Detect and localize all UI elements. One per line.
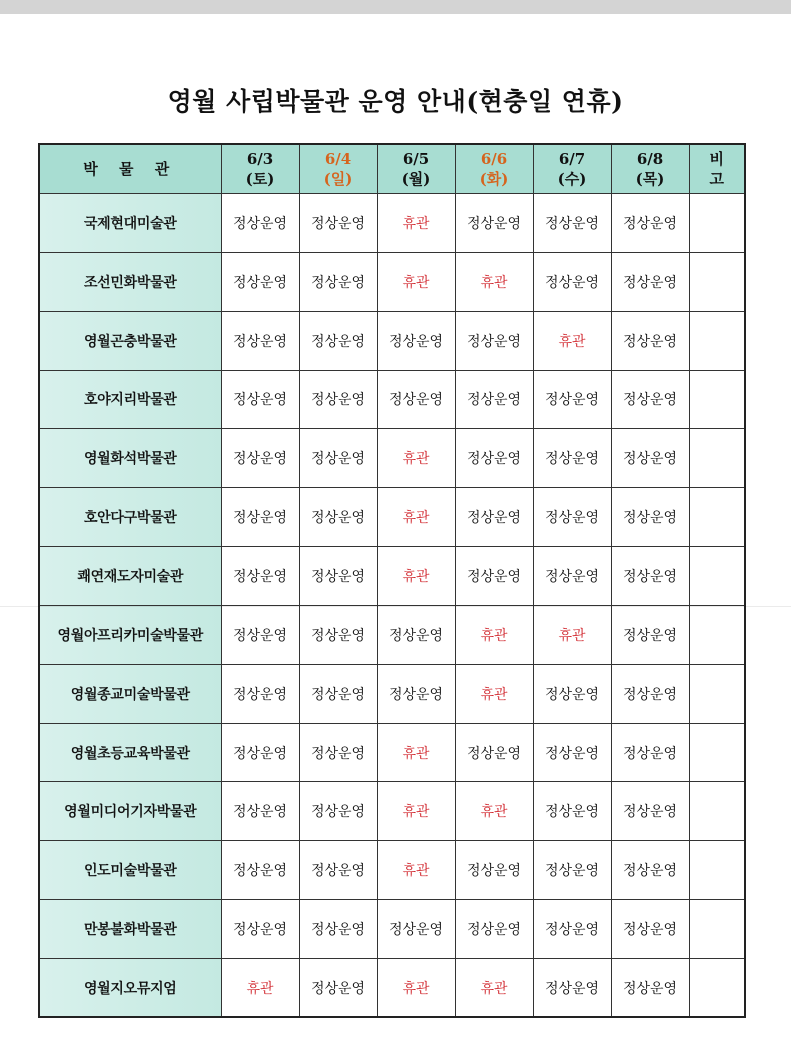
status-cell: 정상운영: [221, 370, 299, 429]
status-cell: 정상운영: [221, 664, 299, 723]
status-cell: 정상운영: [455, 547, 533, 606]
museum-name: 영월종교미술박물관: [39, 664, 221, 723]
header-weekday: (일): [323, 170, 353, 188]
table-row: [39, 429, 745, 488]
note-cell: [689, 782, 745, 841]
status-cell: 휴관: [377, 547, 455, 606]
status-cell: 정상운영: [611, 429, 689, 488]
status-cell: 정상운영: [611, 311, 689, 370]
status-cell: 정상운영: [611, 723, 689, 782]
status-cell: 정상운영: [299, 841, 377, 900]
status-cell: 정상운영: [299, 311, 377, 370]
status-cell: 정상운영: [221, 547, 299, 606]
status-cell: 정상운영: [377, 605, 455, 664]
header-date: 6/3: [246, 150, 274, 168]
museum-name: 인도미술박물관: [39, 841, 221, 900]
status-cell: 정상운영: [611, 841, 689, 900]
status-cell: 정상운영: [455, 311, 533, 370]
status-cell: 정상운영: [299, 252, 377, 311]
status-cell: 정상운영: [533, 900, 611, 959]
museum-name: 영월미디어기자박물관: [39, 782, 221, 841]
status-cell: 정상운영: [377, 311, 455, 370]
status-cell: 정상운영: [377, 900, 455, 959]
status-cell: 정상운영: [455, 841, 533, 900]
status-cell: 휴관: [377, 488, 455, 547]
note-cell: [689, 664, 745, 723]
table-row: [39, 547, 745, 606]
header-note-line2: 고: [709, 170, 724, 188]
status-cell: 휴관: [455, 782, 533, 841]
table-row: [39, 311, 745, 370]
museum-name: 만봉불화박물관: [39, 900, 221, 959]
status-cell: 정상운영: [611, 547, 689, 606]
status-cell: 정상운영: [611, 664, 689, 723]
status-cell: 정상운영: [221, 311, 299, 370]
note-cell: [689, 311, 745, 370]
status-cell: 정상운영: [611, 900, 689, 959]
status-cell: 정상운영: [533, 488, 611, 547]
header-weekday: (목): [635, 170, 665, 188]
status-cell: 정상운영: [221, 841, 299, 900]
header-day: [533, 144, 611, 194]
status-cell: 정상운영: [221, 605, 299, 664]
status-cell: 정상운영: [299, 605, 377, 664]
note-cell: [689, 370, 745, 429]
note-cell: [689, 841, 745, 900]
status-cell: 정상운영: [533, 194, 611, 253]
status-cell: 정상운영: [299, 958, 377, 1017]
table-row: [39, 605, 745, 664]
header-note-line1: 비: [709, 150, 724, 168]
museum-name: 쾌연재도자미술관: [39, 547, 221, 606]
status-cell: 정상운영: [221, 723, 299, 782]
museum-name: 조선민화박물관: [39, 252, 221, 311]
status-cell: 정상운영: [299, 547, 377, 606]
note-cell: [689, 252, 745, 311]
status-cell: 정상운영: [299, 488, 377, 547]
header-date: 6/7: [558, 150, 586, 168]
header-date: 6/4: [324, 150, 352, 168]
status-cell: 정상운영: [611, 194, 689, 253]
header-day: [221, 144, 299, 194]
status-cell: 정상운영: [611, 782, 689, 841]
note-cell: [689, 488, 745, 547]
header-row: [39, 144, 745, 194]
status-cell: 정상운영: [455, 723, 533, 782]
status-cell: 정상운영: [611, 488, 689, 547]
status-cell: 휴관: [377, 252, 455, 311]
table-row: [39, 488, 745, 547]
note-cell: [689, 429, 745, 488]
status-cell: 정상운영: [533, 547, 611, 606]
status-cell: 휴관: [221, 958, 299, 1017]
header-day: [377, 144, 455, 194]
table-row: [39, 782, 745, 841]
header-note: [689, 144, 745, 194]
status-cell: 휴관: [533, 605, 611, 664]
note-cell: [689, 547, 745, 606]
status-cell: 정상운영: [533, 782, 611, 841]
page-title: 영월 사립박물관 운영 안내(현충일 연휴): [167, 87, 624, 116]
note-cell: [689, 605, 745, 664]
status-cell: 정상운영: [455, 488, 533, 547]
table-row: [39, 958, 745, 1017]
status-cell: 정상운영: [533, 252, 611, 311]
status-cell: 휴관: [377, 782, 455, 841]
status-cell: 정상운영: [221, 252, 299, 311]
note-cell: [689, 194, 745, 253]
status-cell: 휴관: [377, 194, 455, 253]
note-cell: [689, 958, 745, 1017]
status-cell: 정상운영: [533, 370, 611, 429]
note-cell: [689, 900, 745, 959]
museum-name: 영월초등교육박물관: [39, 723, 221, 782]
status-cell: 정상운영: [455, 900, 533, 959]
status-cell: 정상운영: [377, 664, 455, 723]
status-cell: 정상운영: [455, 370, 533, 429]
museum-schedule-table: [38, 143, 746, 1018]
header-weekday: (토): [245, 170, 275, 188]
status-cell: 정상운영: [221, 488, 299, 547]
table-row: [39, 194, 745, 253]
table-row: [39, 723, 745, 782]
museum-name: 영월지오뮤지엄: [39, 958, 221, 1017]
status-cell: 정상운영: [299, 723, 377, 782]
table-row: [39, 252, 745, 311]
status-cell: 정상운영: [221, 194, 299, 253]
header-date: 6/5: [402, 150, 430, 168]
table-row: [39, 664, 745, 723]
status-cell: 휴관: [377, 723, 455, 782]
header-museum: [39, 144, 221, 194]
status-cell: 정상운영: [221, 782, 299, 841]
status-cell: 휴관: [455, 958, 533, 1017]
status-cell: 휴관: [455, 252, 533, 311]
scan-fold-line: [0, 606, 791, 607]
status-cell: 정상운영: [377, 370, 455, 429]
status-cell: 정상운영: [299, 782, 377, 841]
museum-name: 호안다구박물관: [39, 488, 221, 547]
status-cell: 정상운영: [299, 664, 377, 723]
table-row: [39, 900, 745, 959]
header-day: [299, 144, 377, 194]
status-cell: 휴관: [377, 429, 455, 488]
note-cell: [689, 723, 745, 782]
table-row: [39, 841, 745, 900]
museum-name: 영월화석박물관: [39, 429, 221, 488]
scan-edge-bar: [0, 0, 791, 14]
status-cell: 정상운영: [611, 252, 689, 311]
status-cell: 정상운영: [299, 429, 377, 488]
header-weekday: (월): [401, 170, 431, 188]
header-date: 6/8: [636, 150, 664, 168]
status-cell: 정상운영: [221, 900, 299, 959]
status-cell: 정상운영: [533, 723, 611, 782]
status-cell: 휴관: [377, 841, 455, 900]
status-cell: 정상운영: [455, 429, 533, 488]
museum-name: 호야지리박물관: [39, 370, 221, 429]
header-date: 6/6: [480, 150, 508, 168]
header-weekday: (수): [557, 170, 587, 188]
status-cell: 휴관: [455, 664, 533, 723]
status-cell: 정상운영: [299, 370, 377, 429]
museum-name: 영월아프리카미술박물관: [39, 605, 221, 664]
status-cell: 정상운영: [533, 841, 611, 900]
status-cell: 휴관: [377, 958, 455, 1017]
status-cell: 휴관: [455, 605, 533, 664]
museum-name: 국제현대미술관: [39, 194, 221, 253]
status-cell: 정상운영: [533, 664, 611, 723]
status-cell: 정상운영: [533, 958, 611, 1017]
status-cell: 휴관: [533, 311, 611, 370]
status-cell: 정상운영: [455, 194, 533, 253]
header-museum-label: 박 물 관: [83, 160, 178, 178]
status-cell: 정상운영: [611, 370, 689, 429]
status-cell: 정상운영: [611, 605, 689, 664]
status-cell: 정상운영: [533, 429, 611, 488]
status-cell: 정상운영: [299, 194, 377, 253]
header-day: [611, 144, 689, 194]
header-day: [455, 144, 533, 194]
table-row: [39, 370, 745, 429]
status-cell: 정상운영: [221, 429, 299, 488]
museum-name: 영월곤충박물관: [39, 311, 221, 370]
status-cell: 정상운영: [611, 958, 689, 1017]
header-weekday: (화): [479, 170, 509, 188]
status-cell: 정상운영: [299, 900, 377, 959]
